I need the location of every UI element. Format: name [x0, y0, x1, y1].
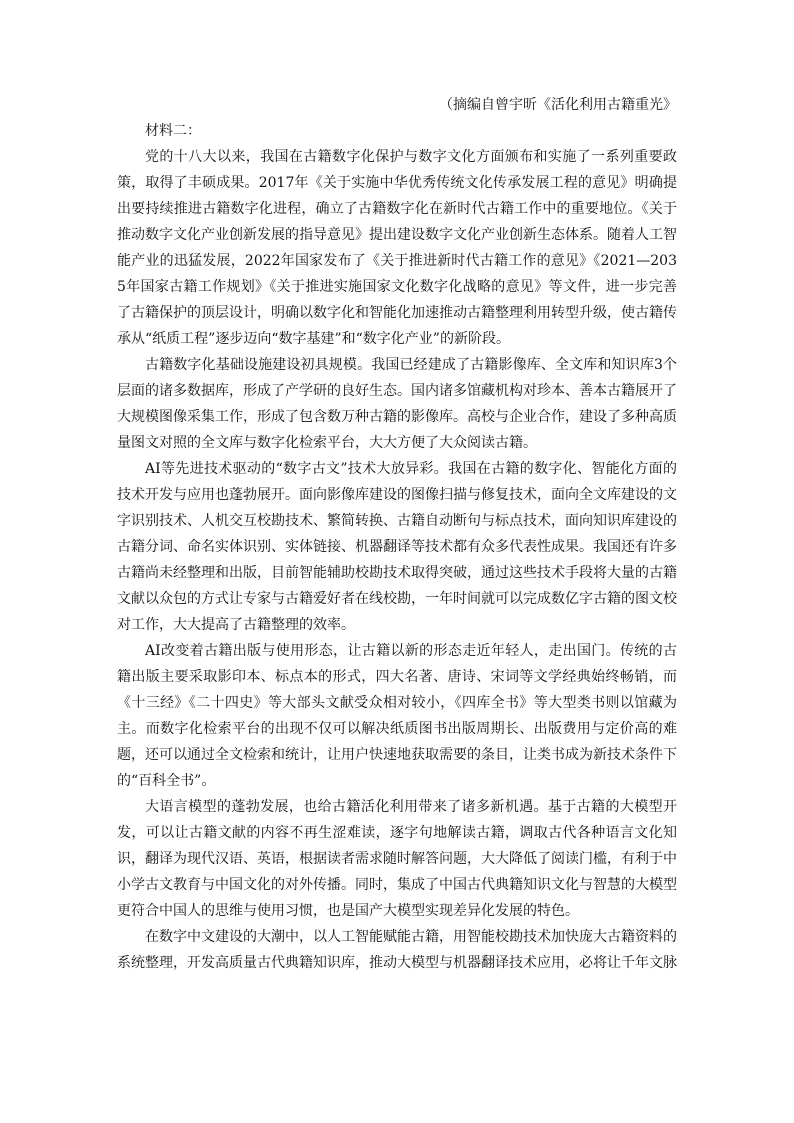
section-title: 材料二：	[145, 123, 201, 139]
paragraph-digital-chinese: 在数字中文建设的大潮中，以人工智能赋能古籍，用智能校勘技术加快庞大古籍资料的系统整理，开发高质量古代典籍知识库，推动大模型与机器翻译技术应用，必将让千年文脉	[117, 929, 677, 971]
paragraph-infrastructure: 古籍数字化基础设施建设初具规模。我国已经建成了古籍影像库、全文库和知识库3个层面的诸多数据库，形成了产学研的良好生态。国内诸多馆藏机构对珍本、善本古籍展开了大规模图像采集工作，形成了包含数万种古籍的影像库。高校与企业合作，建设了多种高质量图文对照的全文库与数字化检索平台，大大方便了大众阅读古籍。	[117, 357, 677, 451]
document-content	[117, 92, 677, 976]
paragraph-large-models: 大语言模型的蓬勃发展，也给古籍活化利用带来了诸多新机遇。基于古籍的大模型开发，可以让古籍文献的内容不再生涩难读，逐字句地解读古籍，调取古代各种语言文化知识，翻译为现代汉语、英语，根据读者需求随时解答问题，大大降低了阅读门槛，有利于中小学古文教育与中国文化的对外传播。同时，集成了中国古代典籍知识文化与智慧的大模型更符合中国人的思维与使用习惯，也是国产大模型实现差异化发展的特色。	[117, 799, 677, 919]
paragraph-policy: 党的十八大以来，我国在古籍数字化保护与数字文化方面颁布和实施了一系列重要政策，取得了丰硕成果。2017年《关于实施中华优秀传统文化传承发展工程的意见》明确提出要持续推进古籍数字化进程，确立了古籍数字化在新时代古籍工作中的重要地位。《关于推动数字文化产业创新发展的指导意见》提出建设数字文化产业创新生态体系。随着人工智能产业的迅猛发展，2022年国家发布了《关于推进新时代古籍工作的意见》《2021—2035年国家古籍工作规划》《关于推进实施国家文化数字化战略的意见》等文件，进一步完善了古籍保护的顶层设计，明确以数字化和智能化加速推动古籍整理利用转型升级，使古籍传承从“纸质工程”逐步迈向“数字基建”和“数字化产业”的新阶段。	[117, 149, 677, 347]
paragraph-publishing: AI改变着古籍出版与使用形态，让古籍以新的形态走近年轻人，走出国门。传统的古籍出版主要采取影印本、标点本的形式，四大名著、唐诗、宋词等文学经典始终畅销，而《十三经》《二十四史》等大部头文献受众相对较小，《四库全书》等大型类书则以馆藏为主。而数字化检索平台的出现不仅可以解决纸质图书出版周期长、出版费用与定价高的难题，还可以通过全文检索和统计，让用户快速地获取需要的条目，让类书成为新技术条件下的“百科全书”。	[117, 643, 677, 789]
paragraph-ai-technology: AI等先进技术驱动的“数字古文”技术大放异彩。我国在古籍的数字化、智能化方面的技术开发与应用也蓬勃展开。面向影像库建设的图像扫描与修复技术，面向全文库建设的文字识别技术、人机交互校勘技术、繁简转换、古籍自动断句与标点技术，面向知识库建设的古籍分词、命名实体识别、实体链接、机器翻译等技术都有众多代表性成果。我国还有许多古籍尚未经整理和出版，目前智能辅助校勘技术取得突破，通过这些技术手段将大量的古籍文献以众包的方式让专家与古籍爱好者在线校勘，一年时间就可以完成数亿字古籍的图文校对工作，大大提高了古籍整理的效率。	[117, 461, 677, 633]
source-citation: （摘编自曾宇昕《活化利用古籍重光》	[439, 97, 677, 113]
